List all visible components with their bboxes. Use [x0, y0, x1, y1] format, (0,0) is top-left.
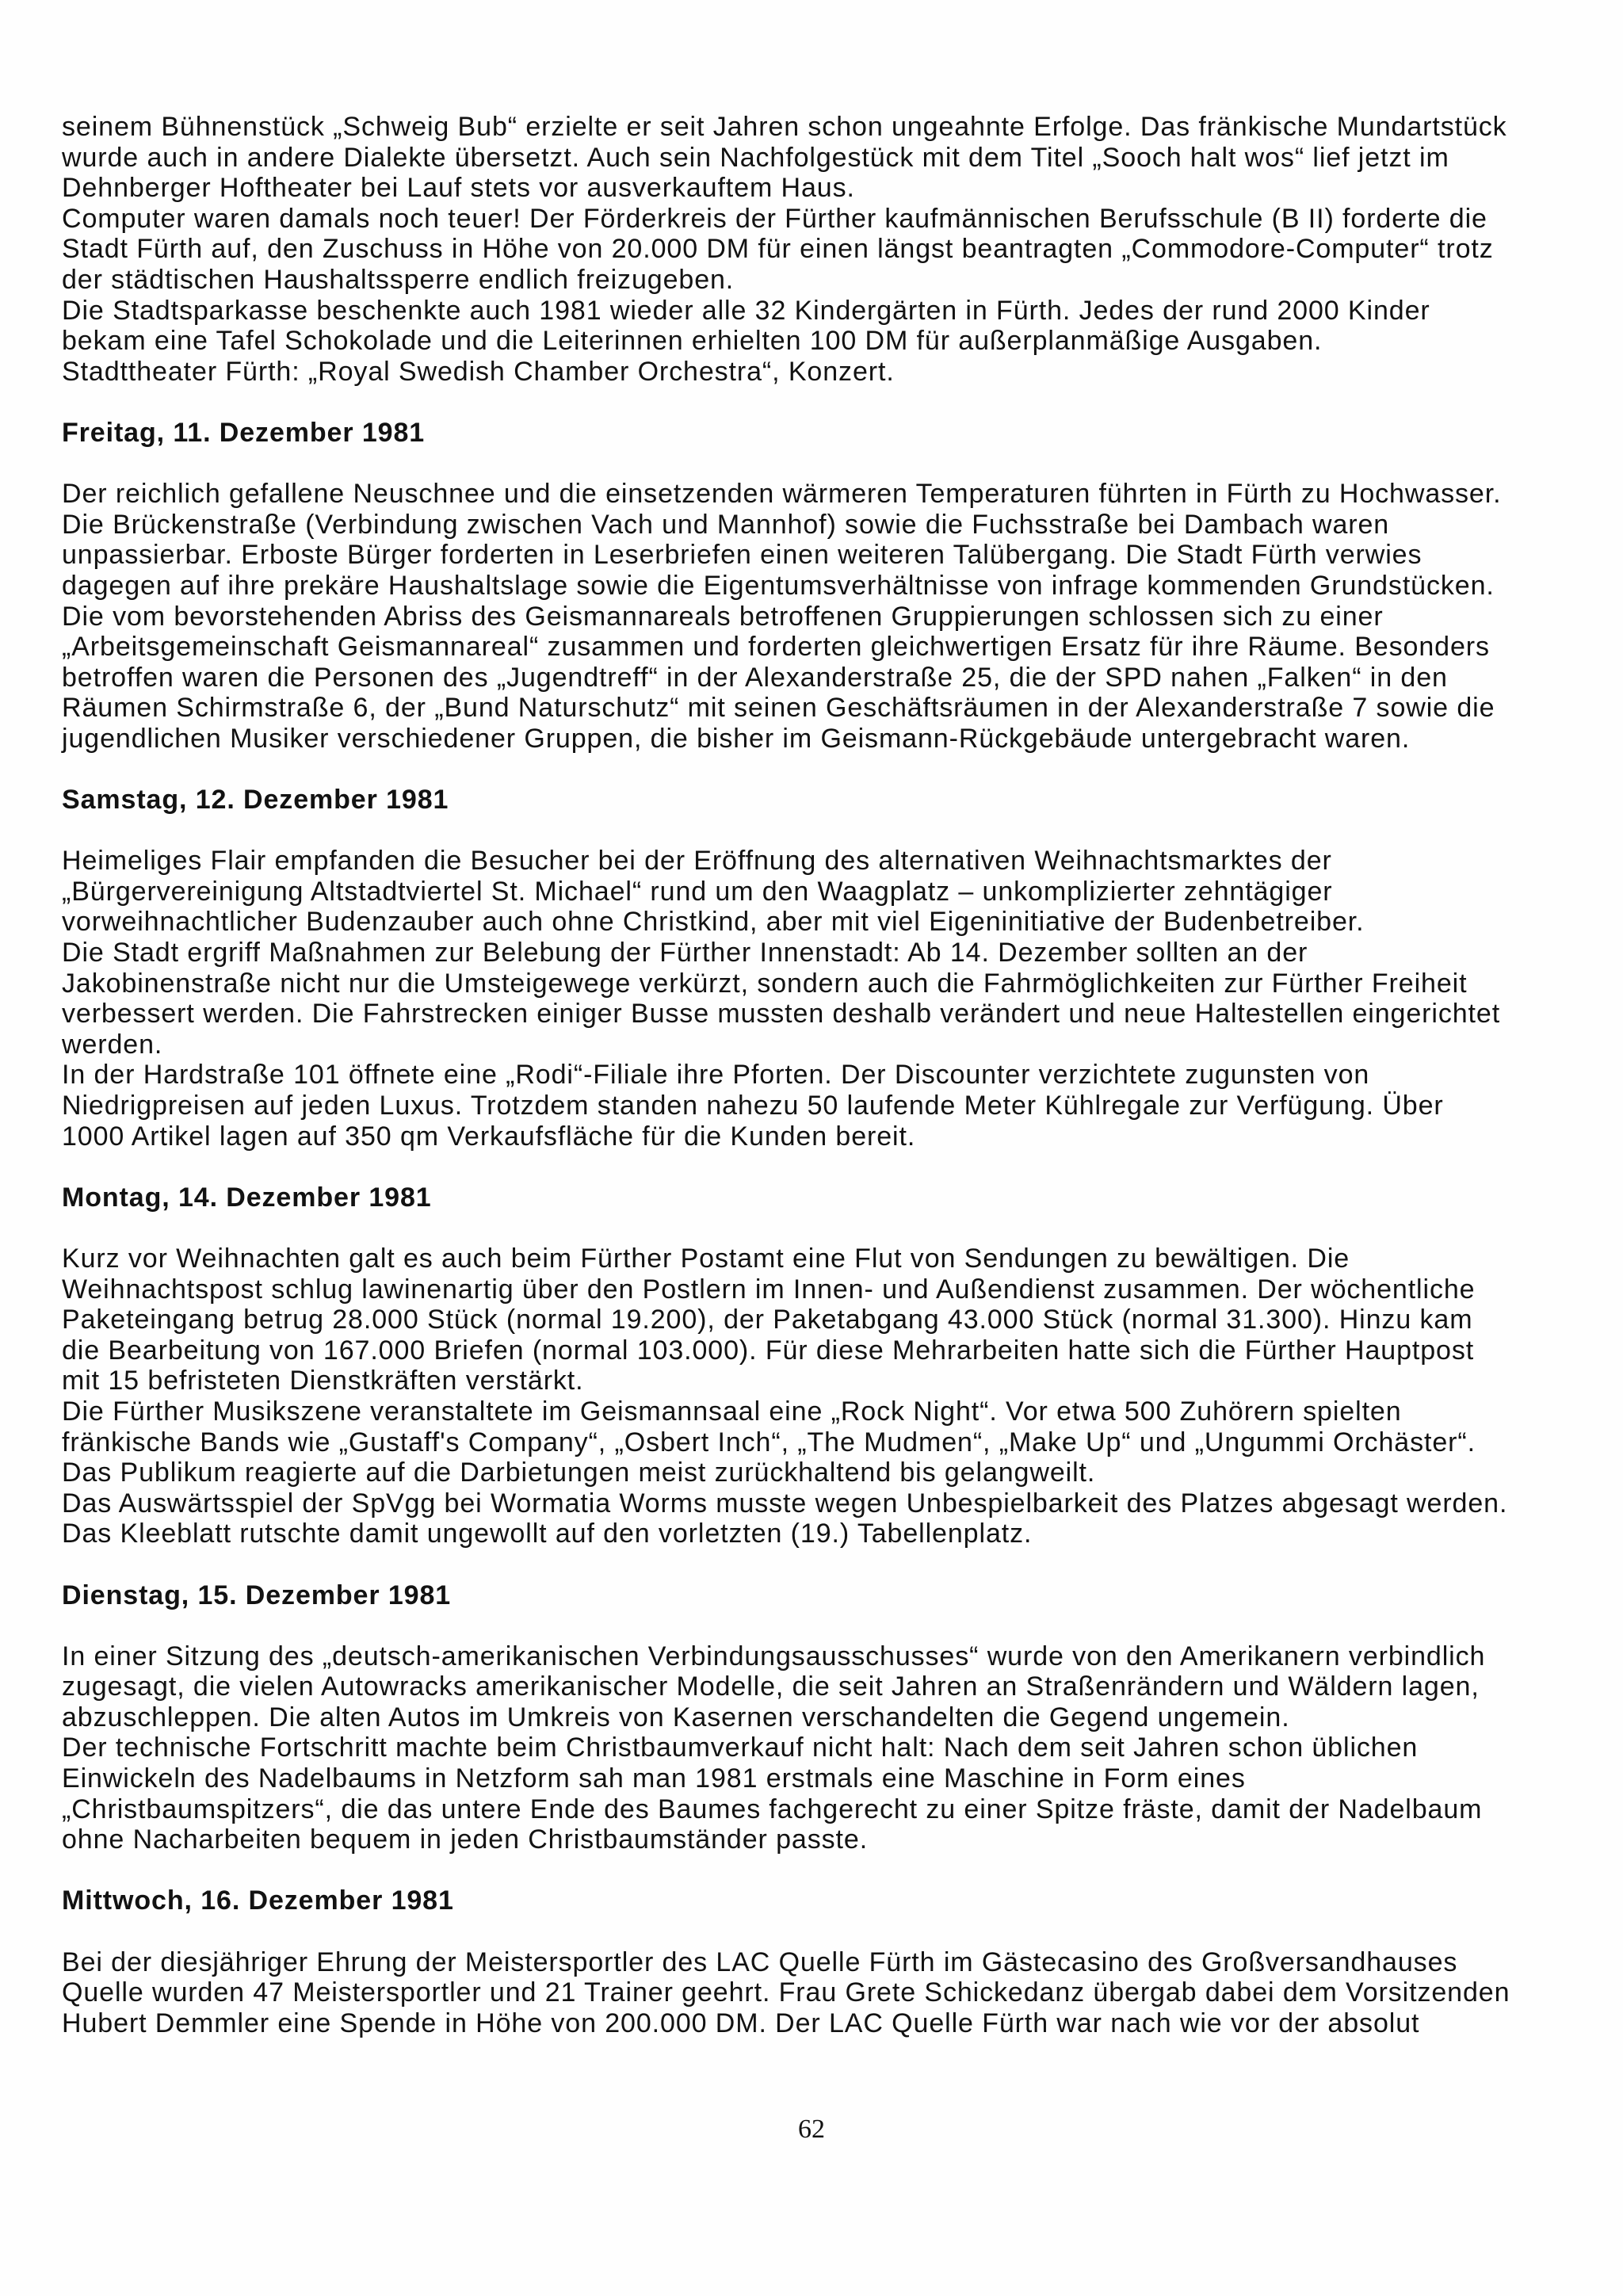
- section-heading: Montag, 14. Dezember 1981: [62, 1182, 432, 1213]
- text-line: Räumen Schirmstraße 6, der „Bund Naturschutz“ mit seinen Geschäftsräumen in der Alexanderstraße 7 sowie die: [62, 693, 1495, 724]
- page-content: [62, 112, 1575, 2069]
- text-line: Die Stadtsparkasse beschenkte auch 1981 wieder alle 32 Kindergärten in Fürth. Jedes der rund 2000 Kinder: [62, 295, 1430, 326]
- text-line: Einwickeln des Nadelbaums in Netzform sah man 1981 erstmals eine Maschine in Form eines: [62, 1763, 1246, 1794]
- text-line: ohne Nacharbeiten bequem in jeden Christbaumständer passte.: [62, 1824, 869, 1855]
- text-line: Niedrigpreisen auf jeden Luxus. Trotzdem standen nahezu 50 laufende Meter Kühlregale zur Verfügung. Über: [62, 1091, 1444, 1121]
- text-line: In der Hardstraße 101 öffnete eine „Rodi“-Filiale ihre Pforten. Der Discounter verzichtete zugunsten von: [62, 1060, 1370, 1091]
- text-line: Das Auswärtsspiel der SpVgg bei Wormatia Worms musste wegen Unbespielbarkeit des Platzes abgesagt werden.: [62, 1488, 1508, 1519]
- text-line: Quelle wurden 47 Meistersportler und 21 Trainer geehrt. Frau Grete Schickedanz übergab dabei dem Vorsitzenden: [62, 1977, 1510, 2008]
- text-line: abzuschleppen. Die alten Autos im Umkreis von Kasernen verschandelten die Gegend ungemein.: [62, 1702, 1290, 1733]
- text-line: Paketeingang betrug 28.000 Stück (normal 19.200), der Paketabgang 43.000 Stück (normal 31.300). Hinzu kam: [62, 1305, 1473, 1335]
- text-line: Kurz vor Weihnachten galt es auch beim Fürther Postamt eine Flut von Sendungen zu bewältigen. Die: [62, 1243, 1350, 1274]
- section-heading: Samstag, 12. Dezember 1981: [62, 785, 449, 816]
- text-line: bekam eine Tafel Schokolade und die Leiterinnen erhielten 100 DM für außerplanmäßige Ausgaben.: [62, 326, 1323, 357]
- text-line: Die Fürther Musikszene veranstaltete im Geismannsaal eine „Rock Night“. Vor etwa 500 Zuhörern spielten: [62, 1396, 1402, 1427]
- text-line: „Arbeitsgemeinschaft Geismannareal“ zusammen und forderten gleichwertigen Ersatz für ihre Räume. Besonders: [62, 632, 1490, 663]
- text-line: der städtischen Haushaltssperre endlich freizugeben.: [62, 264, 735, 295]
- text-line: werden.: [62, 1029, 163, 1060]
- text-line: vorweihnachtlicher Budenzauber auch ohne Christkind, aber mit viel Eigeninitiative der Budenbetreiber.: [62, 907, 1365, 938]
- text-line: jugendlichen Musiker verschiedener Gruppen, die bisher im Geismann-Rückgebäude untergebracht waren.: [62, 723, 1411, 754]
- text-line: Die Brückenstraße (Verbindung zwischen Vach und Mannhof) sowie die Fuchsstraße bei Dambach waren: [62, 509, 1390, 540]
- text-line: Bei der diesjähriger Ehrung der Meistersportler des LAC Quelle Fürth im Gästecasino des Großversandhauses: [62, 1946, 1458, 1977]
- text-line: 1000 Artikel lagen auf 350 qm Verkaufsfläche für die Kunden bereit.: [62, 1121, 916, 1152]
- section-heading: Dienstag, 15. Dezember 1981: [62, 1580, 452, 1610]
- text-line: Stadttheater Fürth: „Royal Swedish Chamber Orchestra“, Konzert.: [62, 356, 895, 387]
- text-line: zugesagt, die vielen Autowracks amerikanischer Modelle, die seit Jahren an Straßenrändern und Wäldern lagen,: [62, 1671, 1480, 1702]
- text-line: betroffen waren die Personen des „Jugendtreff“ in der Alexanderstraße 25, die der SPD nahen „Falken“ in den: [62, 662, 1448, 693]
- text-line: Stadt Fürth auf, den Zuschuss in Höhe von 20.000 DM für einen längst beantragten „Commodore-Computer“ trotz: [62, 234, 1494, 265]
- text-line: Dehnberger Hoftheater bei Lauf stets vor ausverkauftem Haus.: [62, 173, 855, 204]
- text-line: Weihnachtspost schlug lawinenartig über den Postlern im Innen- und Außendienst zusammen. Der wöchentliche: [62, 1274, 1476, 1305]
- text-line: Das Kleeblatt rutschte damit ungewollt auf den vorletzten (19.) Tabellenplatz.: [62, 1519, 1033, 1549]
- section-heading: Freitag, 11. Dezember 1981: [62, 417, 426, 448]
- text-line: Das Publikum reagierte auf die Darbietungen meist zurückhaltend bis gelangweilt.: [62, 1457, 1096, 1488]
- text-line: fränkische Bands wie „Gustaff's Company“, „Osbert Inch“, „The Mudmen“, „Make Up“ und „Ungummi Orchäster“.: [62, 1427, 1476, 1457]
- text-line: mit 15 befristeten Dienstkräften verstärkt.: [62, 1366, 584, 1396]
- text-line: Die vom bevorstehenden Abriss des Geismannareals betroffenen Gruppierungen schlossen sich zu einer: [62, 601, 1384, 632]
- section-heading: Mittwoch, 16. Dezember 1981: [62, 1885, 454, 1916]
- text-line: Die Stadt ergriff Maßnahmen zur Belebung der Fürther Innenstadt: Ab 14. Dezember sollten an der: [62, 938, 1308, 968]
- text-line: dagegen auf ihre prekäre Haushaltslage sowie die Eigentumsverhältnisse von infrage kommenden Grundstücken.: [62, 570, 1495, 601]
- text-line: unpassierbar. Erboste Bürger forderten in Leserbriefen einen weiteren Talübergang. Die Stadt Fürth verwies: [62, 540, 1423, 571]
- text-line: verbessert werden. Die Fahrstrecken einiger Busse mussten deshalb verändert und neue Haltestellen eingerichtet: [62, 999, 1501, 1030]
- paragraph: [62, 479, 1575, 754]
- text-line: Hubert Demmler eine Spende in Höhe von 200.000 DM. Der LAC Quelle Fürth war nach wie vor der absolut: [62, 2008, 1420, 2038]
- text-line: Heimeliges Flair empfanden die Besucher bei der Eröffnung des alternativen Weihnachtsmarktes der: [62, 846, 1332, 877]
- paragraph: [62, 846, 1575, 1152]
- text-line: wurde auch in andere Dialekte übersetzt. Auch sein Nachfolgestück mit dem Titel „Sooch halt wos“ lief jetzt im: [62, 142, 1449, 173]
- page-number: 62: [798, 2115, 825, 2144]
- text-line: die Bearbeitung von 167.000 Briefen (normal 103.000). Für diese Mehrarbeiten hatte sich die Fürther Hauptpost: [62, 1335, 1475, 1366]
- paragraph: [62, 112, 1575, 387]
- text-line: Der reichlich gefallene Neuschnee und die einsetzenden wärmeren Temperaturen führten in Fürth zu Hochwasser.: [62, 479, 1502, 510]
- text-line: Computer waren damals noch teuer! Der Förderkreis der Fürther kaufmännischen Berufsschule (B II) forderte die: [62, 203, 1487, 234]
- paragraph: [62, 1641, 1575, 1855]
- text-line: „Bürgervereinigung Altstadtviertel St. Michael“ rund um den Waagplatz – unkomplizierter zehntägiger: [62, 876, 1333, 907]
- text-line: Jakobinenstraße nicht nur die Umsteigewege verkürzt, sondern auch die Fahrmöglichkeiten zur Fürther Freiheit: [62, 968, 1468, 999]
- text-line: In einer Sitzung des „deutsch-amerikanischen Verbindungsausschusses“ wurde von den Amerikanern verbindlich: [62, 1641, 1486, 1671]
- text-line: seinem Bühnenstück „Schweig Bub“ erzielte er seit Jahren schon ungeahnte Erfolge. Das fränkische Mundartstück: [62, 112, 1507, 142]
- text-line: Der technische Fortschritt machte beim Christbaumverkauf nicht halt: Nach dem seit Jahren schon üblichen: [62, 1733, 1419, 1763]
- text-line: „Christbaumspitzers“, die das untere Ende des Baumes fachgerecht zu einer Spitze fräste, damit der Nadelbaum: [62, 1794, 1483, 1824]
- paragraph: [62, 1244, 1575, 1549]
- paragraph: [62, 1947, 1575, 2039]
